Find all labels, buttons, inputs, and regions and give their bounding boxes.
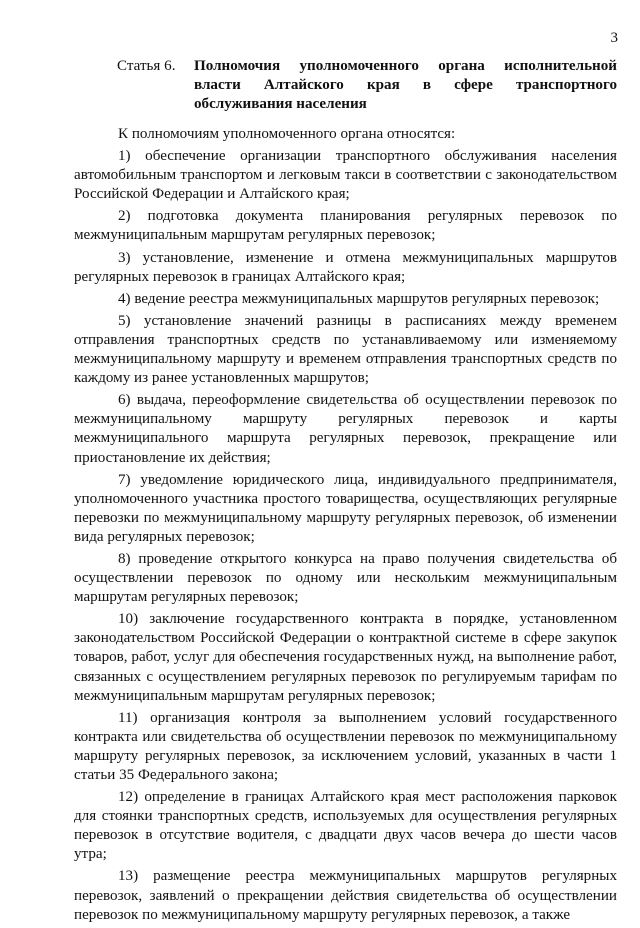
article-label: Статья 6. xyxy=(117,58,176,74)
list-item: 5) установление значений разницы в расписаниях между временем отправления транспортных средств по устанавливаемому или изменяемому межмуниципальному маршруту и временем отправления транспортных средств по каждому из ранее установленных маршрутов; xyxy=(74,312,617,387)
article-heading xyxy=(117,57,617,114)
list-item: 1) обеспечение организации транспортного обслуживания населения автомобильным транспортом и легковым такси в соответствии с законодательством Российской Федерации и Алтайского края; xyxy=(74,148,617,203)
list-item: 7) уведомление юридического лица, индивидуального предпринимателя, уполномоченного участника простого товарищества, осуществляющих регулярные перевозки по межмуниципальному маршруту регулярных перевозок, об изменении вида регулярных перевозок; xyxy=(74,471,617,545)
list-item: 2) подготовка документа планирования регулярных перевозок по межмуниципальным маршрутам регулярных перевозок; xyxy=(74,208,617,244)
list-item: 8) проведение открытого конкурса на право получения свидетельства об осуществлении перевозок по одному или нескольким межмуниципальным маршрутам регулярных перевозок; xyxy=(74,550,617,606)
list-item: 6) выдача, переоформление свидетельства об осуществлении перевозок по межмуниципальному маршруту регулярных перевозок и карты межмуниципального маршрута регулярных перевозок, прекращение или приостановление их действия; xyxy=(74,392,617,466)
document-body xyxy=(74,125,617,928)
list-item: 4) ведение реестра межмуниципальных маршрутов регулярных перевозок; xyxy=(118,290,600,307)
page-number: 3 xyxy=(610,30,618,46)
intro-paragraph: К полномочиям уполномоченного органа относятся: xyxy=(118,126,456,142)
list-item: 12) определение в границах Алтайского края мест расположения парковок для стоянки транспортных средств, используемых для осуществления регулярных перевозок в отсутствие водителя, с двадцати двух часов вечера до шести часов утра; xyxy=(74,789,617,863)
article-title: Полномочия уполномоченного органа исполнительной власти Алтайского края в сфере транспортного обслуживания населения xyxy=(194,58,617,113)
list-item: 11) организация контроля за выполнением условий государственного контракта или свидетельства об осуществлении перевозок по межмуниципальному маршруту регулярных перевозок, за исключением условий, указанных в части 1 статьи 35 Федерального закона; xyxy=(74,709,617,783)
list-item: 13) размещение реестра межмуниципальных маршрутов регулярных перевозок, заявлений о прекращении действия свидетельства об осуществлении перевозок по межмуниципальному маршруту регулярных перевозок, а также xyxy=(74,868,617,923)
list-item: 10) заключение государственного контракта в порядке, установленном законодательством Российской Федерации о контрактной системе в сфере закупок товаров, работ, услуг для обеспечения государственных нужд, на выполнение работ, связанных с осуществлением регулярных перевозок по регулируемым тарифам по межмуниципальным маршрутам регулярных перевозок; xyxy=(74,611,617,704)
list-item: 3) установление, изменение и отмена межмуниципальных маршрутов регулярных перевозок в границах Алтайского края; xyxy=(74,249,617,285)
